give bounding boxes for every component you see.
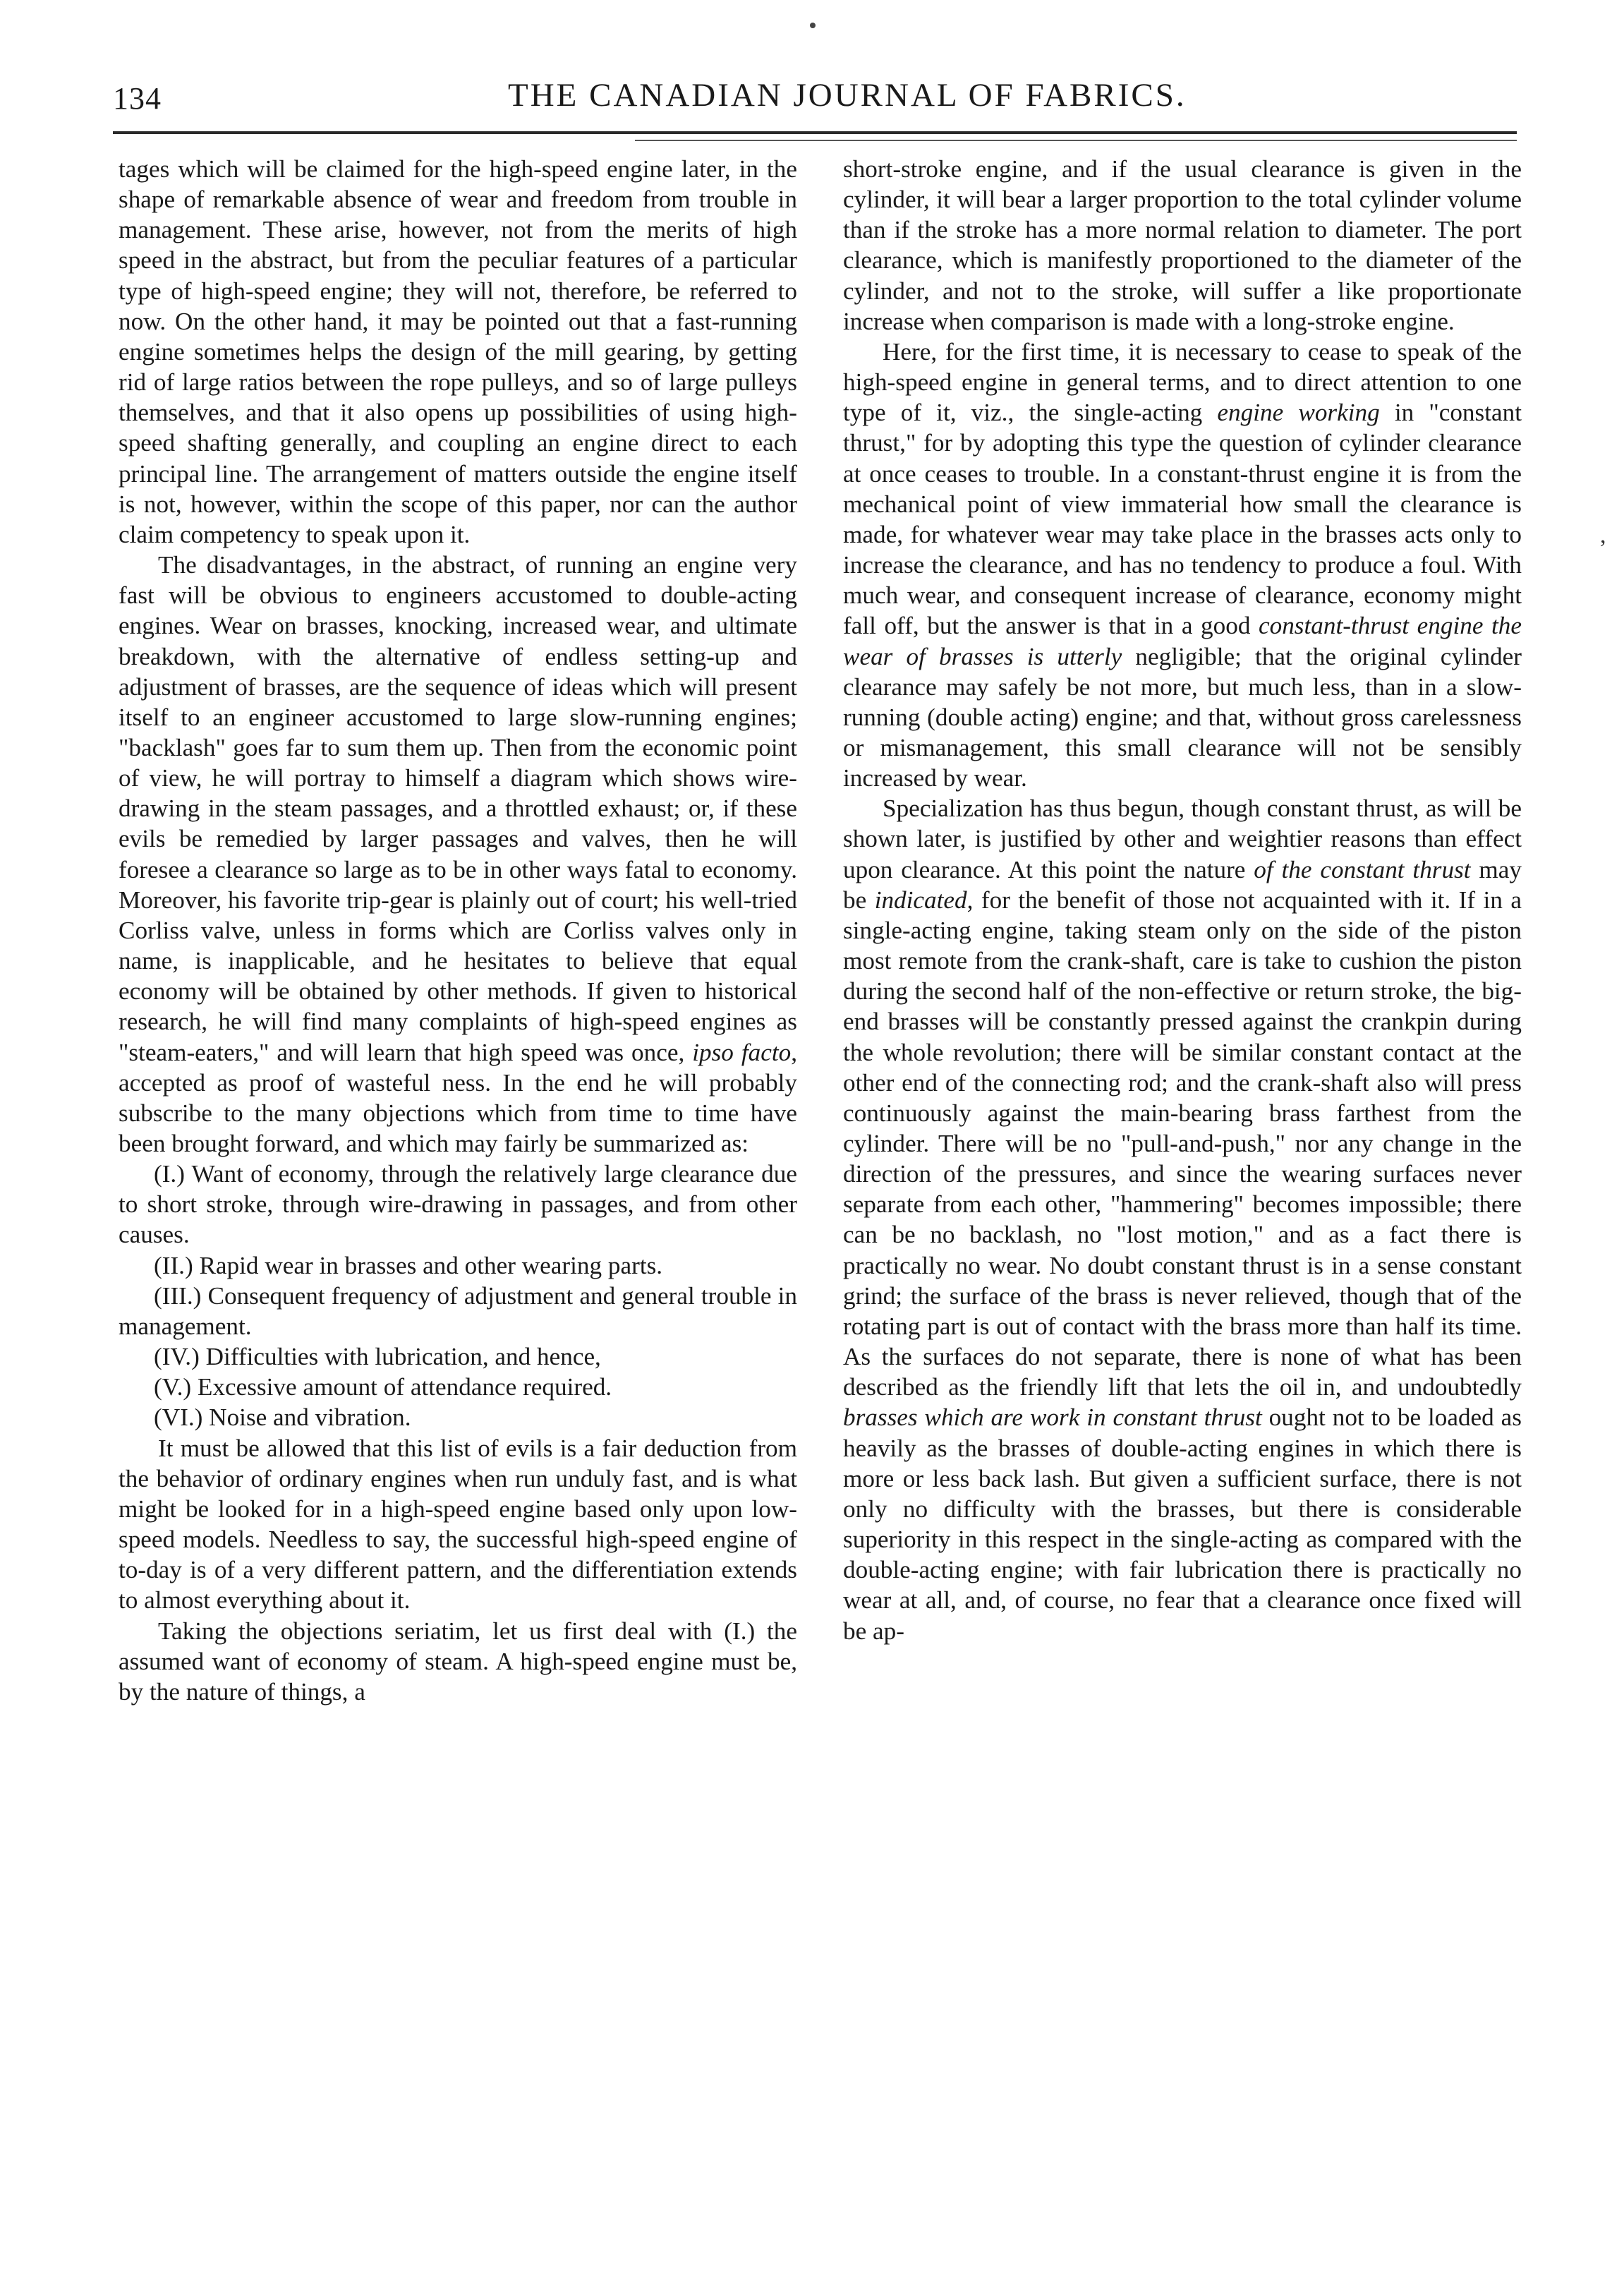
paragraph: short-stroke engine, and if the usual clearance is given in the cylinder, it will bear a larger proportion to the total cylinder volume than if the stroke has a more normal relation to diameter. The port clearance, which is manifestly proportioned to the diameter of the cylinder, and not to the stroke, will suffer a like proportionate increase when comparison is made with a long-stroke engine. xyxy=(843,155,1522,335)
page-header xyxy=(113,71,1517,127)
italic-run: constant-thrust engine the wear of brasses is utterly xyxy=(843,612,1522,670)
header-rule-secondary xyxy=(635,140,1517,141)
text-run: , accepted as proof of wasteful ness. In the end he will probably subscribe to the many objections which from time to time have been brought forward, and which may fairly be summarized as: xyxy=(119,1038,798,1157)
margin-mark: , xyxy=(1600,522,1606,548)
paragraph: It must be allowed that this list of evils is a fair deduction from the behavior of ordinary engines when run unduly fast, and is what might be looked for in a high-speed engine based only upon low-speed models. Needless to say, the successful high-speed engine of to-day is of a very different pattern, and the differentiation extends to almost everything about it. xyxy=(119,1434,797,1614)
paragraph: tages which will be claimed for the high-speed engine later, in the shape of remarkable absence of wear and freedom from trouble in management. These arise, however, not from the merits of high speed in the abstract, but from the peculiar features of a particular type of high-speed engine; they will not, therefore, be referred to now. On the other hand, it may be pointed out that a fast-running engine sometimes helps the design of the mill gearing, by getting rid of large ratios between the rope pulleys, and so of large pulleys themselves, and that it also opens up possibilities of using high-speed shafting generally, and coupling an engine direct to each principal line. The arrangement of matters outside the engine itself is not, however, within the scope of this paper, nor can the author claim competency to speak upon it. xyxy=(119,155,797,548)
left-column xyxy=(119,154,797,1707)
italic-run: ipso facto xyxy=(692,1038,792,1066)
header-rule xyxy=(113,131,1517,134)
list-item: (VI.) Noise and vibration. xyxy=(154,1403,411,1432)
text-run: Here, for the first time, it is necessary to cease to speak of the high-speed engine in general terms, and to direct attention to one type of it, viz., the single-acting xyxy=(843,337,1522,427)
text-run: Specialization has thus begun, though constant thrust, as will be shown later, is justified by other and weightier reasons than effect upon clearance. At this point the nature xyxy=(843,795,1522,883)
paragraph xyxy=(119,550,797,1159)
text-run: may be xyxy=(843,855,1522,914)
italic-run: brasses which are work in constant thrust xyxy=(843,1403,1262,1432)
journal-title: THE CANADIAN JOURNAL OF FABRICS. xyxy=(508,77,1187,114)
text-run: The disadvantages, in the abstract, of running an engine very fast will be obvious to engineers accustomed to double-acting engines. Wear on brasses, knocking, increased wear, and ultimate breakdown, with the alternative of endless setting-up and adjustment of brasses, are the sequence of ideas which will present itself to an engineer accustomed to large slow-running engines; "backlash" goes far to sum them up. Then from the economic point of view, he will portray to himself a diagram which shows wire-drawing in the steam passages, and a throttled exhaust; or, if these evils be remedied by larger passages and valves, then he will foresee a clearance so large as to be in other ways fatal to economy. Moreover, his favorite trip-gear is plainly out of court; his well-tried Corliss valve, unless in forms which are Corliss valves only in name, is inapplicable, and he hesitates to believe that equal economy will be obtained by other methods. If given to historical research, he will find many complaints of high-speed engines as "steam-eaters," and will learn that high speed was once, xyxy=(119,551,797,1066)
paragraph: Taking the objections seriatim, let us first deal with (I.) the assumed want of economy of steam. A high-speed engine must be, by the nature of things, a xyxy=(119,1617,797,1706)
italic-run: engine working xyxy=(1217,399,1380,427)
text-run: negligible; that the original cylinder clearance may safely be not more, but much less, than in a slow-running (double acting) engine; and that, without gross carelessness or mismanagement, this small clearance will not be sensibly increased by wear. xyxy=(843,642,1522,792)
text-run: , for the benefit of those not acquainted with it. If in a single-acting engine, taking steam only on the side of the piston most remote from the crank-shaft, care is take to cushion the piston during the second half of the non-effective or return stroke, the big-end brasses will be constantly pressed against the crankpin during the whole revolution; there will be similar constant contact at the other end of the connecting rod; and the crank-shaft also will press continuously against the main-bearing brass farthest from the cylinder. There will be no "pull-and-push," nor any change in the direction of the pressures, and since the wearing surfaces never separate from each other, "hammering" becomes impossible; there can be no backlash, no "lost motion," and as a fact there is practically no wear. No doubt constant thrust is in a sense constant grind; the surface of the brass is never relieved, though that of the rotating part is out of contact with the brass more than half its time. As the surfaces do not separate, there is none of what has been described as the friendly lift that lets the oil in, and undoubtedly xyxy=(843,886,1522,1401)
paragraph xyxy=(843,793,1522,1646)
list-item: (V.) Excessive amount of attendance required. xyxy=(154,1373,612,1401)
list-item: (III.) Consequent frequency of adjustment and general trouble in management. xyxy=(119,1281,797,1340)
text-run: in "constant thrust," for by adopting this type the question of cylinder clearance at once ceases to trouble. In a constant-thrust engine it is from the mechanical point of view immaterial how small the clearance is made, for whatever wear may take place in the brasses acts only to increase the clearance, and has no tendency to produce a foul. With much wear, and consequent increase of clearance, economy might fall off, but the answer is that in a good xyxy=(843,399,1522,640)
list-item: (II.) Rapid wear in brasses and other wearing parts. xyxy=(154,1251,663,1279)
italic-run: indicated xyxy=(874,886,967,914)
italic-run: of the constant thrust xyxy=(1254,855,1471,883)
list-item: (I.) Want of economy, through the relatively large clearance due to short stroke, through wire-drawing in passages, and from other causes. xyxy=(119,1160,797,1249)
page-number: 134 xyxy=(113,81,162,116)
ink-speck xyxy=(810,23,816,28)
list-item: (IV.) Difficulties with lubrication, and hence, xyxy=(154,1343,601,1371)
right-column xyxy=(843,154,1522,1646)
paragraph xyxy=(843,337,1522,793)
text-run: ought not to be loaded as heavily as the brasses of double-acting engines in which there is more or less back lash. But given a sufficient surface, there is not only no difficulty with the brasses, but there is considerable superiority in this respect in the single-acting as compared with the double-acting engine; with fair lubrication there is practically no wear at all, and, of course, no fear that a clearance once fixed will be ap- xyxy=(843,1403,1522,1645)
